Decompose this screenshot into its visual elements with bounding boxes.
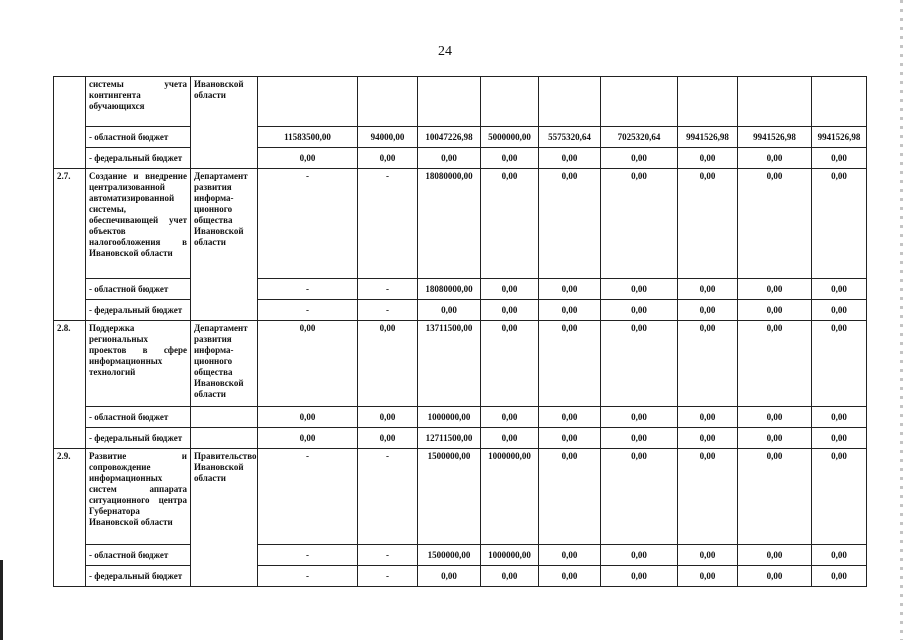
federal-value: 0,00: [738, 148, 812, 169]
organization: Ивановской области: [191, 77, 258, 169]
federal-value: 0,00: [418, 148, 481, 169]
empty-cell: [191, 428, 258, 449]
regional-value: 11583500,00: [258, 127, 358, 148]
main-value: 0,00: [678, 321, 738, 407]
federal-value: -: [258, 300, 358, 321]
regional-value: 1500000,00: [418, 545, 481, 566]
regional-value: -: [258, 545, 358, 566]
federal-value: 0,00: [678, 566, 738, 587]
main-value: 13711500,00: [418, 321, 481, 407]
regional-value: 0,00: [678, 279, 738, 300]
table-row-federal: [54, 428, 867, 449]
federal-value: 0,00: [601, 566, 678, 587]
main-value: 0,00: [678, 169, 738, 279]
federal-value: 0,00: [418, 566, 481, 587]
regional-value: 0,00: [539, 545, 601, 566]
main-value: 0,00: [738, 321, 812, 407]
federal-label: - федеральный бюджет: [86, 300, 191, 321]
regional-value: 0,00: [812, 279, 867, 300]
regional-value: 9941526,98: [738, 127, 812, 148]
federal-value: -: [358, 300, 418, 321]
federal-value: 0,00: [481, 300, 539, 321]
regional-value: 0,00: [738, 407, 812, 428]
regional-value: 10047226,98: [418, 127, 481, 148]
federal-label: - федеральный бюджет: [86, 428, 191, 449]
empty-cell: [191, 407, 258, 428]
federal-label: - федеральный бюджет: [86, 566, 191, 587]
row-number: 2.9.: [54, 449, 86, 587]
federal-value: 0,00: [258, 428, 358, 449]
federal-value: 0,00: [539, 300, 601, 321]
regional-value: 0,00: [678, 545, 738, 566]
regional-value: 94000,00: [358, 127, 418, 148]
main-value: 0,00: [812, 169, 867, 279]
main-value: 0,00: [601, 449, 678, 545]
federal-value: 0,00: [812, 566, 867, 587]
regional-value: 0,00: [601, 279, 678, 300]
page-number: 24: [438, 44, 452, 59]
table-row-federal: [54, 566, 867, 587]
table-row-regional: [54, 407, 867, 428]
scan-edge-mark: [0, 560, 3, 640]
organization: Департамент развития информа-ционного общества Ивановской области: [191, 169, 258, 321]
main-value: -: [258, 169, 358, 279]
federal-label: - федеральный бюджет: [86, 148, 191, 169]
regional-value: 0,00: [481, 407, 539, 428]
main-value: 0,00: [481, 169, 539, 279]
table-row-regional: [54, 545, 867, 566]
regional-value: 1000000,00: [481, 545, 539, 566]
table-row-regional: [54, 127, 867, 148]
regional-value: -: [358, 545, 418, 566]
federal-value: 0,00: [481, 148, 539, 169]
regional-label: - областной бюджет: [86, 279, 191, 300]
main-value: [738, 77, 812, 127]
main-value: -: [358, 449, 418, 545]
federal-value: 0,00: [258, 148, 358, 169]
main-value: 0,00: [738, 169, 812, 279]
organization: Правительство Ивановской области: [191, 449, 258, 587]
main-value: 18080000,00: [418, 169, 481, 279]
main-value: 0,00: [601, 321, 678, 407]
regional-value: 0,00: [812, 545, 867, 566]
regional-value: 0,00: [358, 407, 418, 428]
federal-value: 0,00: [601, 300, 678, 321]
main-value: [418, 77, 481, 127]
federal-value: 0,00: [539, 566, 601, 587]
regional-value: 18080000,00: [418, 279, 481, 300]
federal-value: -: [358, 566, 418, 587]
regional-label: - областной бюджет: [86, 407, 191, 428]
regional-label: - областной бюджет: [86, 545, 191, 566]
table-row: [54, 169, 867, 279]
federal-value: 0,00: [812, 148, 867, 169]
federal-value: 0,00: [601, 148, 678, 169]
regional-value: 0,00: [481, 279, 539, 300]
main-value: 0,00: [258, 321, 358, 407]
federal-value: 0,00: [539, 428, 601, 449]
federal-value: 0,00: [678, 148, 738, 169]
main-value: 0,00: [358, 321, 418, 407]
main-value: [601, 77, 678, 127]
measure-name: Развитие и сопровождение информационных систем аппарата ситуационного центра Губернатора Ивановской области: [86, 449, 191, 545]
federal-value: 0,00: [678, 428, 738, 449]
main-value: [481, 77, 539, 127]
federal-value: -: [258, 566, 358, 587]
regional-value: 7025320,64: [601, 127, 678, 148]
table-row: [54, 449, 867, 545]
regional-value: -: [358, 279, 418, 300]
federal-value: 0,00: [812, 428, 867, 449]
main-value: 1000000,00: [481, 449, 539, 545]
table-row-regional: [54, 279, 867, 300]
table-row: [54, 77, 867, 127]
main-value: 0,00: [812, 321, 867, 407]
federal-value: 0,00: [601, 428, 678, 449]
federal-value: 0,00: [539, 148, 601, 169]
federal-value: 0,00: [358, 148, 418, 169]
table-row-federal: [54, 300, 867, 321]
main-value: 0,00: [539, 169, 601, 279]
main-value: 0,00: [738, 449, 812, 545]
measure-name: Создание и внедрение централизованной автоматизированной системы, обеспечивающей учет объектов налогообложения в Ивановской области: [86, 169, 191, 279]
main-value: 0,00: [678, 449, 738, 545]
main-value: 0,00: [601, 169, 678, 279]
regional-value: 0,00: [539, 279, 601, 300]
federal-value: 0,00: [418, 300, 481, 321]
regional-value: 1000000,00: [418, 407, 481, 428]
table-row-federal: [54, 148, 867, 169]
regional-value: 0,00: [738, 279, 812, 300]
main-value: [812, 77, 867, 127]
scan-edge-noise: [900, 0, 903, 640]
main-value: 0,00: [539, 321, 601, 407]
federal-value: 12711500,00: [418, 428, 481, 449]
regional-value: 0,00: [601, 407, 678, 428]
main-value: 0,00: [481, 321, 539, 407]
federal-value: 0,00: [738, 300, 812, 321]
federal-value: 0,00: [481, 566, 539, 587]
row-number: 2.8.: [54, 321, 86, 449]
regional-value: 0,00: [258, 407, 358, 428]
regional-value: 5575320,64: [539, 127, 601, 148]
main-value: 0,00: [539, 449, 601, 545]
regional-value: 0,00: [601, 545, 678, 566]
budget-table: [53, 76, 867, 587]
regional-value: 0,00: [678, 407, 738, 428]
regional-value: -: [258, 279, 358, 300]
main-value: 1500000,00: [418, 449, 481, 545]
main-value: 0,00: [812, 449, 867, 545]
federal-value: 0,00: [678, 300, 738, 321]
regional-value: 0,00: [812, 407, 867, 428]
regional-value: 9941526,98: [812, 127, 867, 148]
organization: Департамент развития информа-ционного общества Ивановской области: [191, 321, 258, 407]
regional-value: 0,00: [738, 545, 812, 566]
federal-value: 0,00: [481, 428, 539, 449]
regional-value: 0,00: [539, 407, 601, 428]
main-value: [258, 77, 358, 127]
federal-value: 0,00: [358, 428, 418, 449]
measure-name: системы учета контингента обучающихся: [86, 77, 191, 127]
regional-label: - областной бюджет: [86, 127, 191, 148]
main-value: [358, 77, 418, 127]
main-value: -: [258, 449, 358, 545]
row-number: 2.7.: [54, 169, 86, 321]
regional-value: 9941526,98: [678, 127, 738, 148]
main-value: -: [358, 169, 418, 279]
table-row: [54, 321, 867, 407]
federal-value: 0,00: [812, 300, 867, 321]
main-value: [678, 77, 738, 127]
regional-value: 5000000,00: [481, 127, 539, 148]
main-value: [539, 77, 601, 127]
row-number: [54, 77, 86, 169]
measure-name: Поддержка региональных проектов в сфере информационных технологий: [86, 321, 191, 407]
federal-value: 0,00: [738, 428, 812, 449]
federal-value: 0,00: [738, 566, 812, 587]
